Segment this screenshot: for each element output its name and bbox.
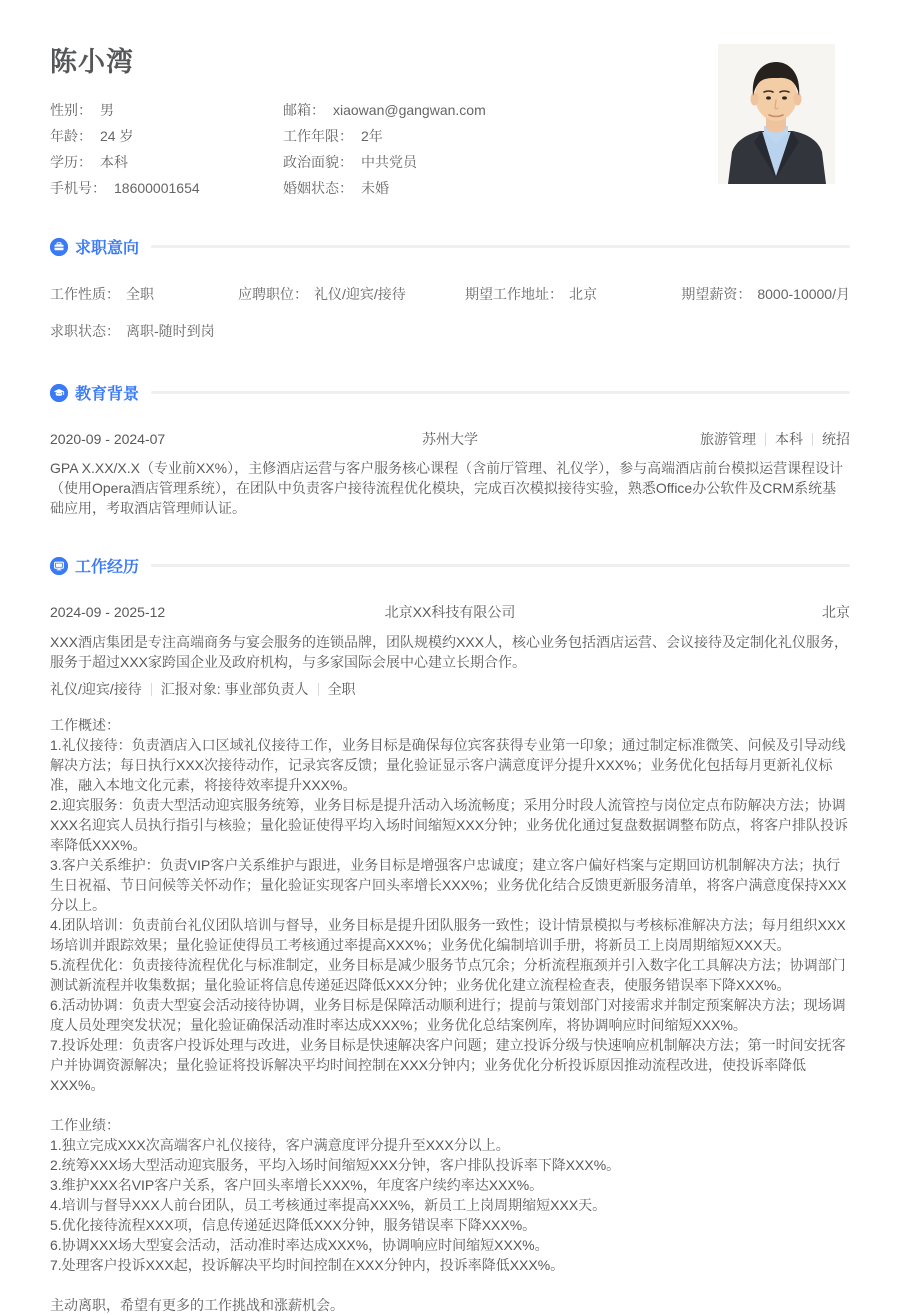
work-location: 北京 xyxy=(822,604,850,620)
separator xyxy=(812,433,813,446)
education-period: 2020-09 - 2024-07 xyxy=(50,431,166,447)
work-overview-item: 2.迎宾服务：负责大型活动迎宾服务统筹，业务目标是提升活动入场流畅度；采用分时段人流管控与岗位定点布防解决方法；协调XXX名迎宾人员执行指引与核验；量化验证使得平均入场时间缩短XXX分钟；业务优化通过复盘数据调整布防点，将客户排队投诉率降低XXX%。 xyxy=(50,797,849,853)
applied-position-field: 应聘职位： 礼仪/迎宾/接待 xyxy=(238,286,406,302)
graduation-cap-icon xyxy=(50,384,68,402)
work-experience-header xyxy=(50,554,850,577)
monitor-icon xyxy=(50,557,68,575)
major: 旅游管理 xyxy=(700,431,756,447)
school-name: 苏州大学 xyxy=(422,431,478,447)
gender-field: 性别： 男 xyxy=(50,102,114,118)
work-achievement-title: 工作业绩： xyxy=(50,1117,120,1133)
work-overview-item: 1.礼仪接待：负责酒店入口区域礼仪接待工作，业务目标是确保每位宾客获得专业第一印象；通过制定标准微笑、问候及引导动线解决方法；每日执行XXX次接待动作，记录宾客反馈；量化验证显示客户满意度评分提升XXX%；业务优化包括每月更新礼仪标准，融入本地文化元素，将接待效率提升XXX%。 xyxy=(50,737,846,793)
work-achievement-item: 7.处理客户投诉XXX起，投诉解决平均时间控制在XXX分钟内，投诉率降低XXX%。 xyxy=(50,1257,565,1273)
section-divider xyxy=(151,391,850,394)
phone-field: 手机号： 18600001654 xyxy=(50,180,200,196)
personal-info-right-column xyxy=(283,97,703,201)
work-achievement-block xyxy=(50,1115,850,1275)
portrait-photo xyxy=(718,44,835,184)
work-achievement-item: 3.维护XXX名VIP客户关系，客户回头率增长XXX%，年度客户续约率达XXX%。 xyxy=(50,1177,544,1193)
education-description: GPA X.XX/X.X（专业前XX%），主修酒店运营与客户服务核心课程（含前厅管理、礼仪学），参与高端酒店前台模拟运营课程设计（使用Opera酒店管理系统），在团队中负责客户接待流程优化模块，完成百次模拟接待实验，熟悉Office办公软件及CRM系统基础应用，考取酒店管理师认证。 xyxy=(50,460,844,516)
job-type: 全职 xyxy=(327,681,356,697)
work-overview-item: 4.团队培训：负责前台礼仪团队培训与督导，业务目标是提升团队服务一致性；设计情景模拟与考核标准解决方法；每月组织XXX场培训并跟踪效果；量化验证使得员工考核通过率提高XXX%；业务优化编制培训手册，将新员工上岗周期缩短XXX天。 xyxy=(50,917,846,953)
email-field: 邮箱： xiaowan@gangwan.com xyxy=(283,102,486,118)
role-line xyxy=(50,679,850,699)
company-name: 北京XX科技有限公司 xyxy=(384,604,516,620)
separator xyxy=(765,433,766,446)
education-level-field: 学历： 本科 xyxy=(50,154,128,170)
education-header xyxy=(50,381,850,404)
job-intention-header xyxy=(50,235,850,258)
work-achievement-item: 4.培训与督导XXX人前台团队，员工考核通过率提高XXX%，新员工上岗周期缩短XXX天。 xyxy=(50,1197,607,1213)
section-title: 教育背景 xyxy=(75,386,140,403)
section-divider xyxy=(151,564,850,567)
separator xyxy=(318,683,319,696)
work-overview-block xyxy=(50,715,850,1095)
education-tags xyxy=(628,429,850,449)
work-period: 2024-09 - 2025-12 xyxy=(50,604,166,620)
work-years-field: 工作年限： 2年 xyxy=(283,128,383,144)
leave-reason: 主动离职，希望有更多的工作挑战和涨薪机会。 xyxy=(50,1297,344,1313)
briefcase-icon xyxy=(50,238,68,256)
work-achievement-item: 2.统筹XXX场大型活动迎宾服务，平均入场时间缩短XXX分钟，客户排队投诉率下降XXX%。 xyxy=(50,1157,621,1173)
work-overview-item: 5.流程优化：负责接待流程优化与标准制定，业务目标是减少服务节点冗余；分析流程瓶颈并引入数字化工具解决方法；协调部门测试新流程并收集数据；量化验证将信息传递延迟降低XXX分钟；业务优化建立流程检查表，使服务错误率下降XXX%。 xyxy=(50,957,846,993)
personal-info-left-column xyxy=(50,97,283,201)
political-status-field: 政治面貌： 中共党员 xyxy=(283,154,417,170)
work-overview-item: 6.活动协调：负责大型宴会活动接待协调，业务目标是保障活动顺利进行；提前与策划部门对接需求并制定预案解决方法；现场调度人员处理突发状况；量化验证确保活动准时率达成XXX%；业务优化总结案例库，将协调响应时间缩短XXX%。 xyxy=(50,997,846,1033)
role-title: 礼仪/迎宾/接待 xyxy=(50,681,142,697)
section-education xyxy=(50,381,850,518)
job-status-field: 求职状态： 离职-随时到岗 xyxy=(50,323,215,339)
section-divider xyxy=(151,245,850,248)
admission-type: 统招 xyxy=(822,431,850,447)
degree: 本科 xyxy=(775,431,803,447)
work-meta-row xyxy=(50,602,850,622)
resume-header xyxy=(50,40,850,201)
work-overview-item: 7.投诉处理：负责客户投诉处理与改进，业务目标是快速解决客户问题；建立投诉分级与快速响应机制解决方法；第一时间安抚客户并协调资源解决；量化验证将投诉解决平均时间控制在XXX分钟内；业务优化分析投诉原因推动流程改进，使投诉率降低XXX%。 xyxy=(50,1037,846,1093)
separator xyxy=(151,683,152,696)
expected-location-field: 期望工作地址： 北京 xyxy=(465,286,597,302)
company-intro: XXX酒店集团是专注高端商务与宴会服务的连锁品牌，团队规模约XXX人，核心业务包括酒店运营、会议接待及定制化礼仪服务，服务于超过XXX家跨国企业及政府机构，与多家国际会展中心建立长期合作。 xyxy=(50,634,849,670)
report-to: 汇报对象: 事业部负责人 xyxy=(160,681,309,697)
work-achievement-item: 1.独立完成XXX次高端客户礼仪接待，客户满意度评分提升至XXX分以上。 xyxy=(50,1137,510,1153)
work-achievement-item: 5.优化接待流程XXX项，信息传递延迟降低XXX分钟，服务错误率下降XXX%。 xyxy=(50,1217,537,1233)
marital-status-field: 婚姻状态： 未婚 xyxy=(283,180,389,196)
work-achievement-item: 6.协调XXX场大型宴会活动，活动准时率达成XXX%，协调响应时间缩短XXX%。 xyxy=(50,1237,549,1253)
expected-salary-field: 期望薪资： 8000-10000/月 xyxy=(681,286,850,302)
job-intention-row1 xyxy=(50,284,850,304)
candidate-name: 陈小湾 xyxy=(50,47,134,77)
section-job-intention xyxy=(50,235,850,341)
job-nature-field: 工作性质： 全职 xyxy=(50,286,154,302)
section-title: 求职意向 xyxy=(75,240,140,257)
education-meta-row xyxy=(50,429,850,449)
work-overview-item: 3.客户关系维护：负责VIP客户关系维护与跟进，业务目标是增强客户忠诚度；建立客户偏好档案与定期回访机制解决方法；执行生日祝福、节日问候等关怀动作；量化验证实现客户回头率增长XXX%；业务优化结合反馈更新服务清单，将客户满意度保持XXX分以上。 xyxy=(50,857,847,913)
section-title: 工作经历 xyxy=(75,559,140,576)
section-work-experience xyxy=(50,554,850,1315)
resume-page xyxy=(50,0,850,1315)
work-overview-title: 工作概述： xyxy=(50,717,120,733)
age-field: 年龄： 24 岁 xyxy=(50,128,134,144)
